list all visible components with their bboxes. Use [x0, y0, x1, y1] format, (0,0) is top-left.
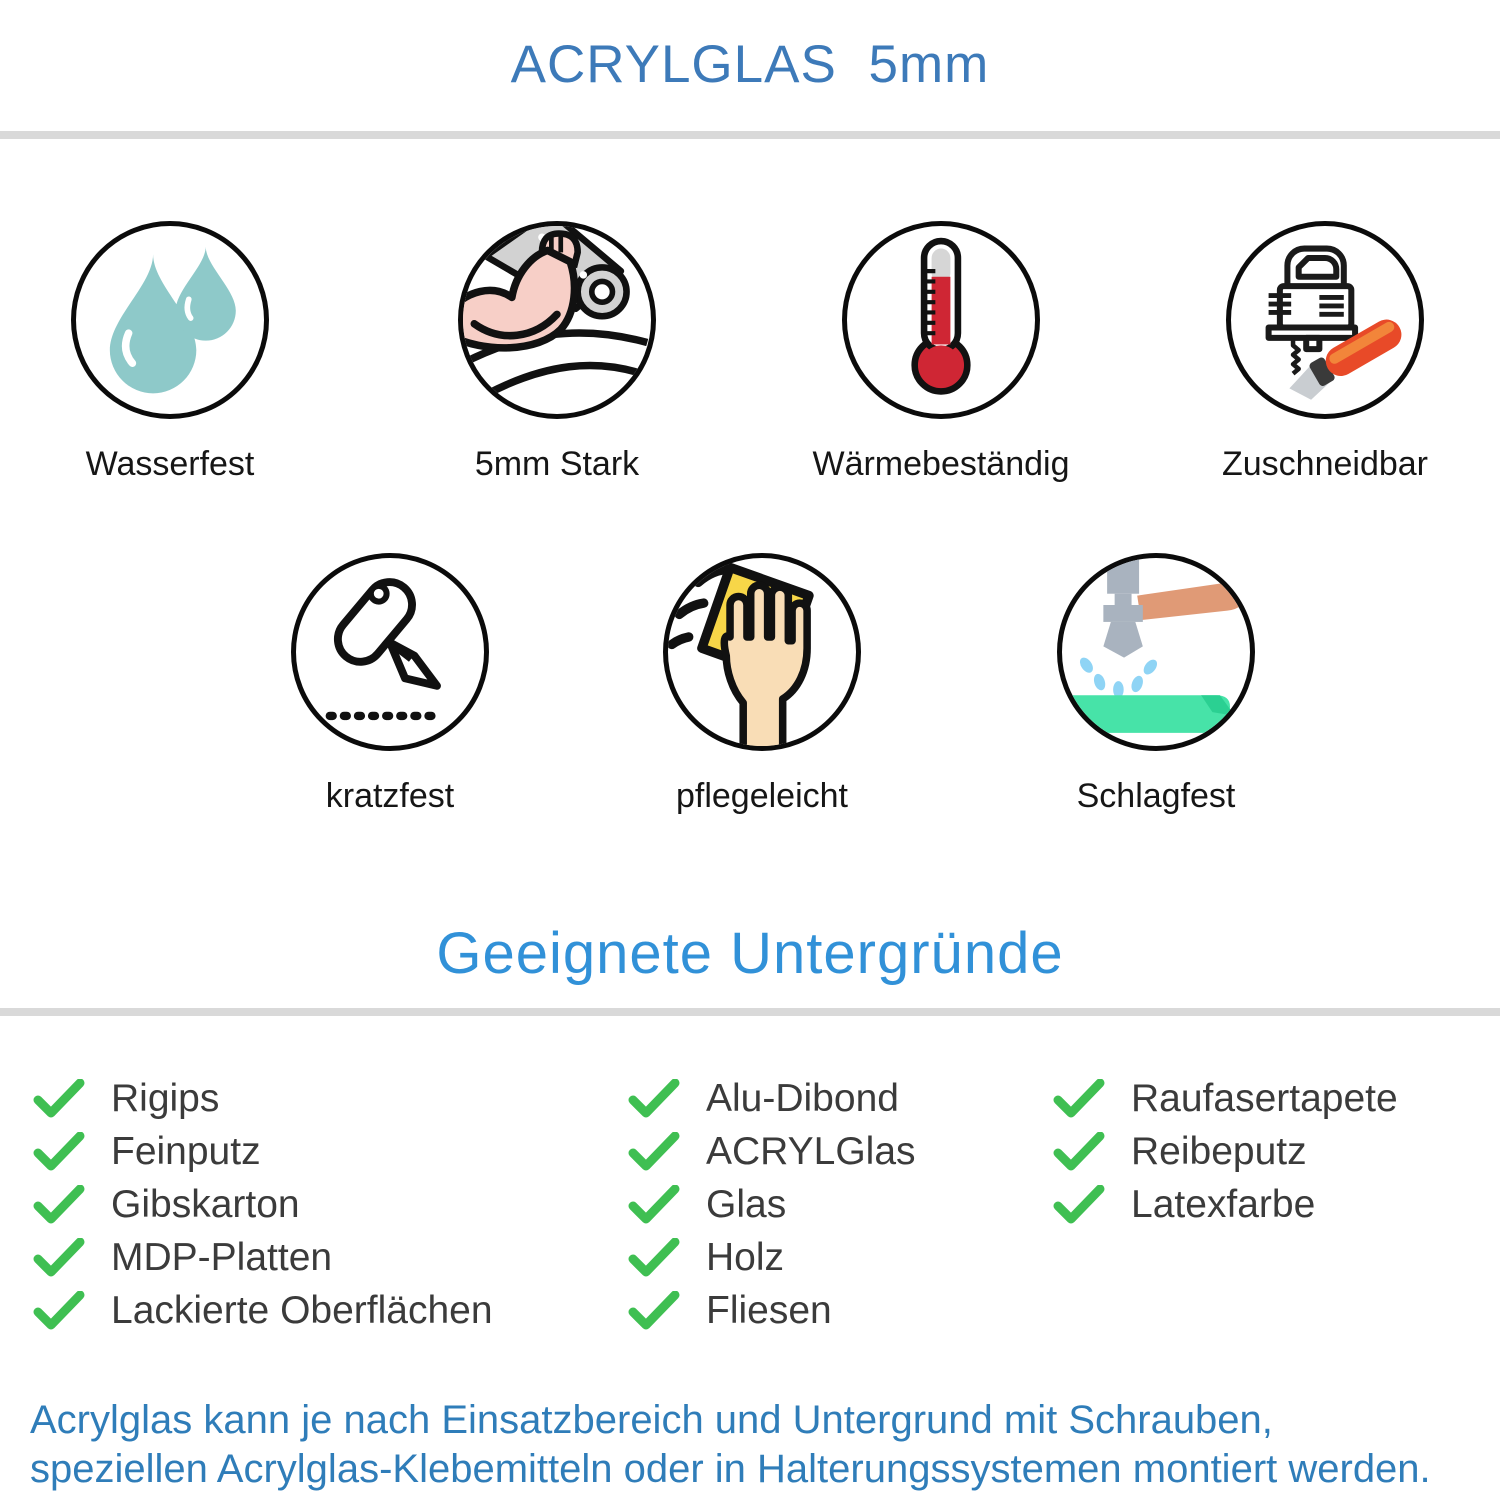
substrate-item — [628, 1072, 916, 1125]
substrate-label: Holz — [706, 1235, 785, 1279]
substrate-label: MDP-Platten — [111, 1235, 333, 1279]
substrate-label: Fliesen — [706, 1288, 832, 1332]
feature-label: Schlagfest — [1076, 777, 1236, 815]
feature-label: pflegeleicht — [675, 777, 848, 815]
substrate-item — [628, 1231, 916, 1284]
footer-line-1: Acrylglas kann je nach Einsatzbereich und Untergrund mit Schrauben, — [30, 1398, 1273, 1442]
substrate-label: Feinputz — [111, 1129, 261, 1173]
muscle-arm-icon — [458, 221, 656, 419]
check-icon — [1053, 1132, 1105, 1172]
substrate-label: Gibskarton — [111, 1182, 300, 1226]
feature-waermebestaendig — [771, 221, 1111, 484]
check-icon — [33, 1079, 85, 1119]
feature-zuschneidbar — [1155, 221, 1495, 484]
check-icon — [1053, 1079, 1105, 1119]
feature-kratzfest — [220, 553, 560, 816]
substrate-item — [1053, 1178, 1398, 1231]
substrate-label: Raufasertapete — [1131, 1076, 1398, 1120]
substrate-label: Latexfarbe — [1131, 1182, 1316, 1226]
substrate-item — [1053, 1125, 1398, 1178]
substrate-label: Lackierte Oberflächen — [111, 1288, 493, 1332]
feature-wasserfest — [0, 221, 340, 484]
feature-label: 5mm Stark — [474, 445, 640, 483]
check-icon — [33, 1132, 85, 1172]
water-drops-icon — [71, 221, 269, 419]
check-icon — [33, 1185, 85, 1225]
feature-pflegeleicht — [592, 553, 932, 816]
divider-bar-top — [0, 131, 1500, 139]
feature-schlagfest — [986, 553, 1326, 816]
substrate-label: Glas — [706, 1182, 787, 1226]
substrate-label: Reibeputz — [1131, 1129, 1307, 1173]
check-icon — [628, 1238, 680, 1278]
divider-bar-middle — [0, 1008, 1500, 1016]
substrate-item — [1053, 1072, 1398, 1125]
hammer-impact-icon — [1057, 553, 1255, 751]
feature-5mm-stark — [387, 221, 727, 484]
check-icon — [1053, 1185, 1105, 1225]
page-title: ACRYLGLAS 5mm — [510, 35, 990, 94]
feature-label: Wasserfest — [85, 445, 255, 483]
substrate-label: Alu-Dibond — [706, 1076, 899, 1120]
substrate-item — [628, 1125, 916, 1178]
feature-label: Zuschneidbar — [1221, 445, 1428, 483]
substrate-label: ACRYLGlas — [706, 1129, 916, 1173]
utility-knife-icon — [291, 553, 489, 751]
substrate-item — [628, 1178, 916, 1231]
check-icon — [33, 1238, 85, 1278]
substrate-item — [33, 1284, 493, 1337]
substrate-item — [33, 1072, 493, 1125]
feature-label: kratzfest — [325, 777, 455, 815]
substrate-label: Rigips — [111, 1076, 220, 1120]
substrate-item — [33, 1178, 493, 1231]
check-icon — [628, 1132, 680, 1172]
feature-label: Wärmebeständig — [812, 445, 1070, 483]
check-icon — [628, 1185, 680, 1225]
thermometer-icon — [842, 221, 1040, 419]
section-heading: Geeignete Untergründe — [436, 921, 1064, 986]
substrate-item — [33, 1125, 493, 1178]
substrate-column-1 — [33, 1072, 493, 1337]
check-icon — [628, 1291, 680, 1331]
footer-line-2: speziellen Acrylglas-Klebemitteln oder in Halterungssystemen montiert werden. — [30, 1447, 1431, 1491]
footer-note — [30, 1396, 1490, 1494]
cleaning-hand-icon — [663, 553, 861, 751]
substrate-column-2 — [628, 1072, 916, 1337]
substrate-item — [628, 1284, 916, 1337]
substrate-item — [33, 1231, 493, 1284]
check-icon — [33, 1291, 85, 1331]
jigsaw-cutter-icon — [1226, 221, 1424, 419]
check-icon — [628, 1079, 680, 1119]
substrate-column-3 — [1053, 1072, 1398, 1231]
